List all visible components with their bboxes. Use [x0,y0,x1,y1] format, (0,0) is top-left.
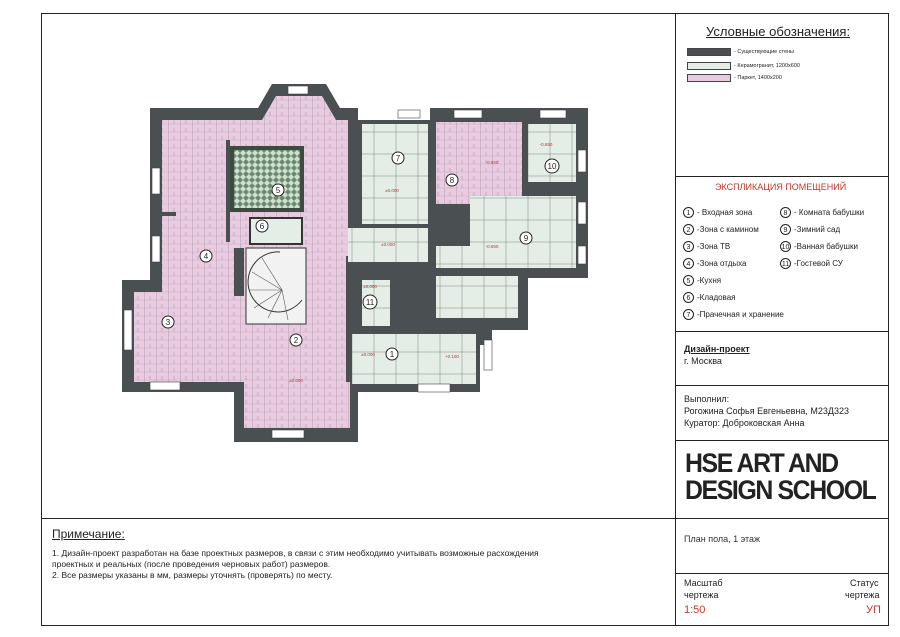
legend-swatch-parquet [687,74,731,82]
room-number-badge: 11 [780,258,791,269]
legend-swatch-walls [687,48,731,56]
status-value: УП [866,604,881,616]
room-name: -Зона с камином [697,225,759,234]
school-logo-line2: DESIGN SCHOOL [685,475,876,505]
room-name: -Кладовая [697,293,736,302]
explication-bottom-line [675,331,889,332]
plan-room-10: 10 [547,162,557,171]
room-number-badge: 10 [780,241,791,252]
plan-room-11: 11 [365,298,375,307]
plan-room-9: 9 [523,234,529,243]
legend-bottom-line [675,176,889,177]
scale-top-line [675,573,889,574]
project-city: г. Москва [684,356,722,366]
legend-label-parquet: - Паркет, 1400х200 [734,75,782,81]
room-number-badge: 4 [683,258,694,269]
plan-room-7: 7 [395,154,401,163]
kitchen-tile [234,150,300,208]
explication-item-6 [683,292,736,303]
level-mark: ±0.000 [385,188,399,193]
scale-label-1: Масштаб [684,578,723,588]
room-number-badge: 8 [780,207,791,218]
room-name: - Комната бабушки [794,208,865,217]
tile-room-7 [362,124,428,224]
room-number-badge: 6 [683,292,694,303]
tile-room-1 [352,334,476,384]
plan-room-6: 6 [259,222,265,231]
parquet-room-8 [436,122,522,204]
plan-room-5: 5 [275,186,281,195]
note-title: Примечание: [52,527,125,541]
note-line-2: проектных и реальных (после проведения черновых работ) размеров. [52,559,331,569]
author-done-label: Выполнил: [684,394,730,404]
sheet-name-top-line [675,518,889,519]
author-name: Рогожина Софья Евгеньевна, М23Д323 [684,406,850,416]
note-line-3: 2. Все размеры указаны в мм, размеры уточнять (проверять) по месту. [52,570,333,580]
author-curator: Куратор: Доброковская Анна [684,418,805,428]
scale-label-2: чертежа [684,590,719,600]
explication-item-9 [780,224,840,235]
sheet-name: План пола, 1 этаж [684,534,761,544]
legend-title: Условные обозначения: [706,24,851,39]
level-mark: -0.650 [539,142,553,147]
staircase [246,248,306,324]
room-name: -Кухня [697,276,722,285]
room-number-badge: 2 [683,224,694,235]
room-name: -Зимний сад [794,225,841,234]
explication-item-7 [683,309,784,320]
scale-value: 1:50 [684,604,706,616]
explication-item-5 [683,275,721,286]
tile-corridor [436,276,518,318]
room-name: -Ванная бабушки [794,242,858,251]
plan-room-4: 4 [203,252,209,261]
project-title: Дизайн-проект [684,344,750,354]
explication-item-10 [780,241,858,252]
legend-label-walls: - Существующие стены [734,49,794,55]
note-line-1: 1. Дизайн-проект разработан на базе проектных размеров, в связи с этим необходимо учитывать возможные расхождения [52,548,539,558]
title-block-divider [675,13,676,626]
room-name: - Входная зона [697,208,753,217]
room-name: -Зона отдыха [697,259,747,268]
status-label-2: чертежа [845,590,880,600]
explication-item-2 [683,224,759,235]
room-number-badge: 1 [683,207,694,218]
explication-item-8 [780,207,864,218]
level-mark: ±0.000 [289,378,303,383]
explication-title: ЭКСПЛИКАЦИЯ ПОМЕЩЕНИЙ [715,182,847,192]
level-mark: ±0.000 [363,284,377,289]
plan-room-1: 1 [389,350,395,359]
level-mark: ±0.000 [381,242,395,247]
room-number-badge: 3 [683,241,694,252]
author-bottom-line [675,440,889,441]
room-number-badge: 7 [683,309,694,320]
room-number-badge: 9 [780,224,791,235]
plan-room-2: 2 [293,336,299,345]
legend-label-tile: - Керамогранит, 1200х600 [734,63,800,69]
explication-item-11 [780,258,843,269]
level-mark: +0.100 [445,354,459,359]
level-mark: -0.650 [485,244,499,249]
room-name: -Гостевой СУ [794,259,843,268]
explication-item-3 [683,241,730,252]
explication-item-4 [683,258,746,269]
room-name: -Прачечная и хранение [697,310,784,319]
school-logo-line1: HSE ART AND [685,448,838,478]
school-logo [685,450,875,504]
project-bottom-line [675,385,889,386]
status-label-1: Статус [850,578,879,588]
legend-swatch-tile [687,62,731,70]
room-number-badge: 5 [683,275,694,286]
plan-room-8: 8 [449,176,455,185]
explication-item-1 [683,207,752,218]
level-mark: -0.650 [485,160,499,165]
plan-room-3: 3 [165,318,171,327]
level-mark: ±0.000 [361,352,375,357]
room-name: -Зона ТВ [697,242,731,251]
